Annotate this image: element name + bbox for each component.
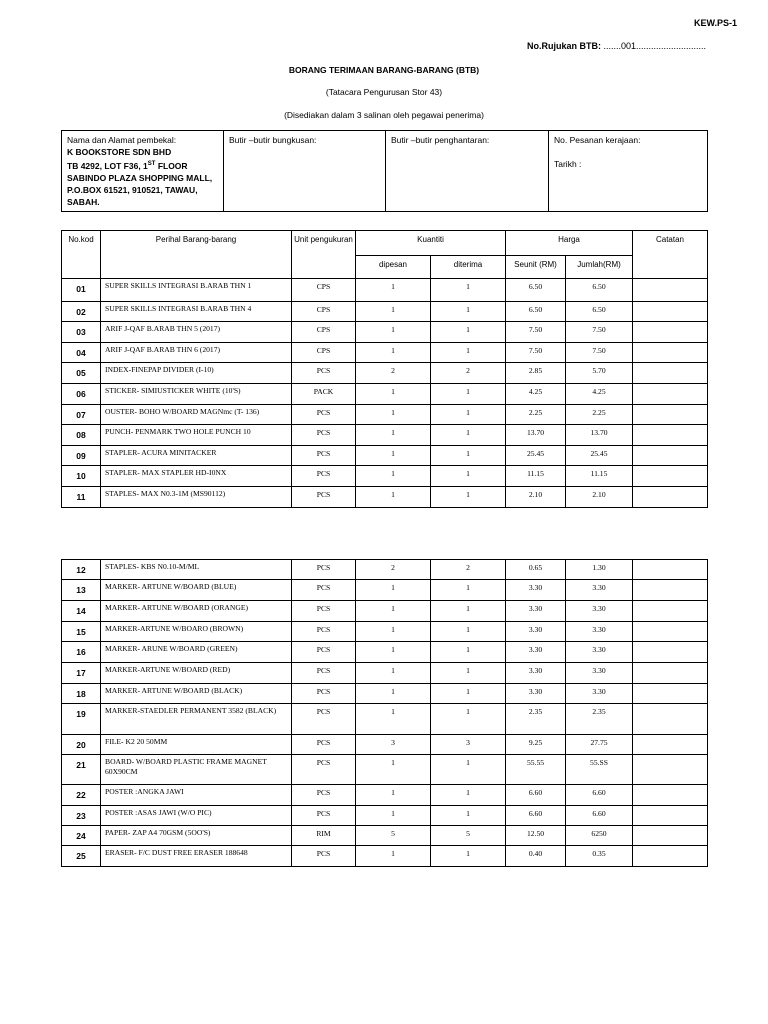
- item-qty-ordered: 1: [356, 785, 431, 806]
- supplier-line-superscript: ST: [147, 161, 156, 167]
- supplier-line: K BOOKSTORE SDN BHD: [67, 147, 172, 157]
- item-unit-price: 55.55: [506, 755, 566, 785]
- item-unit-price: 2.25: [506, 405, 566, 425]
- item-description: PUNCH- PENMARK TWO HOLE PUNCH 10: [101, 425, 292, 446]
- item-total: 2.25: [566, 405, 633, 425]
- item-remarks: [633, 487, 708, 508]
- item-total: 0.35: [566, 846, 633, 867]
- table-row: [62, 684, 708, 704]
- item-code: 04: [62, 343, 101, 363]
- item-total: 7.50: [566, 322, 633, 343]
- item-remarks: [633, 684, 708, 704]
- item-code: 01: [62, 279, 101, 302]
- item-remarks: [633, 322, 708, 343]
- table-row: [62, 735, 708, 755]
- header-kod: No.kod: [62, 231, 101, 279]
- item-description: ARIF J-QAF B.ARAB THN 5 (2017): [101, 322, 292, 343]
- item-unit-price: 0.40: [506, 846, 566, 867]
- item-qty-ordered: 2: [356, 363, 431, 384]
- item-description: MARKER-ARTUNE W/BOARD (RED): [101, 663, 292, 684]
- item-code: 25: [62, 846, 101, 867]
- item-unit-price: 25.45: [506, 446, 566, 466]
- item-remarks: [633, 405, 708, 425]
- item-remarks: [633, 302, 708, 322]
- item-unit-price: 12.50: [506, 826, 566, 846]
- item-description: STAPLER- ACURA MINITACKER: [101, 446, 292, 466]
- item-code: 13: [62, 580, 101, 601]
- table-row: [62, 487, 708, 508]
- item-qty-ordered: 1: [356, 322, 431, 343]
- items-table-2: [61, 559, 708, 867]
- item-total: 6.50: [566, 279, 633, 302]
- table-row: [62, 302, 708, 322]
- item-qty-received: 1: [431, 487, 506, 508]
- item-description: MARKER- ARTUNE W/BOARD (BLUE): [101, 580, 292, 601]
- package-details-cell: [224, 131, 386, 212]
- item-qty-ordered: 1: [356, 302, 431, 322]
- item-qty-ordered: 1: [356, 663, 431, 684]
- table-row: [62, 785, 708, 806]
- item-unit-price: 2.10: [506, 487, 566, 508]
- table-row: [62, 446, 708, 466]
- supplier-line: SABAH.: [67, 196, 100, 207]
- item-code: 09: [62, 446, 101, 466]
- item-description: MARKER- ARTUNE W/BOARD (BLACK): [101, 684, 292, 704]
- item-unit-price: 3.30: [506, 684, 566, 704]
- item-unit: PCS: [292, 684, 356, 704]
- table-row: [62, 846, 708, 867]
- item-qty-received: 1: [431, 343, 506, 363]
- item-total: 13.70: [566, 425, 633, 446]
- item-unit-price: 3.30: [506, 622, 566, 642]
- item-remarks: [633, 343, 708, 363]
- item-qty-ordered: 1: [356, 704, 431, 735]
- item-unit: PCS: [292, 806, 356, 826]
- item-total: 11.15: [566, 466, 633, 487]
- supplier-cell: [62, 131, 224, 212]
- item-total: 3.30: [566, 642, 633, 663]
- item-qty-received: 1: [431, 755, 506, 785]
- item-qty-received: 1: [431, 405, 506, 425]
- table-row: [62, 826, 708, 846]
- form-note: (Disediakan dalam 3 salinan oleh pegawai penerima): [284, 110, 484, 120]
- item-remarks: [633, 580, 708, 601]
- item-unit: PCS: [292, 466, 356, 487]
- item-code: 12: [62, 560, 101, 580]
- item-unit: PCS: [292, 601, 356, 622]
- item-code: 10: [62, 466, 101, 487]
- item-remarks: [633, 846, 708, 867]
- item-qty-ordered: 1: [356, 806, 431, 826]
- item-unit-price: 3.30: [506, 663, 566, 684]
- item-qty-received: 1: [431, 846, 506, 867]
- table-row: [62, 425, 708, 446]
- item-unit-price: 6.60: [506, 785, 566, 806]
- item-qty-received: 1: [431, 684, 506, 704]
- item-unit-price: 7.50: [506, 322, 566, 343]
- item-qty-received: 1: [431, 446, 506, 466]
- item-qty-ordered: 1: [356, 384, 431, 405]
- table-row: [62, 384, 708, 405]
- item-unit-price: 3.30: [506, 580, 566, 601]
- item-qty-ordered: 1: [356, 684, 431, 704]
- item-description: PAPER- ZAP A4 70GSM (5OO'S): [101, 826, 292, 846]
- item-description: STAPLES- KBS N0.10-M/ML: [101, 560, 292, 580]
- item-qty-received: 1: [431, 704, 506, 735]
- item-code: 05: [62, 363, 101, 384]
- item-code: 16: [62, 642, 101, 663]
- item-qty-received: 1: [431, 622, 506, 642]
- item-remarks: [633, 826, 708, 846]
- item-unit: CPS: [292, 322, 356, 343]
- item-qty-ordered: 1: [356, 487, 431, 508]
- item-description: ARIF J-QAF B.ARAB THN 6 (2017): [101, 343, 292, 363]
- item-total: 7.50: [566, 343, 633, 363]
- supplier-line: [67, 158, 218, 172]
- table-row: [62, 622, 708, 642]
- item-unit: PCS: [292, 446, 356, 466]
- item-unit-price: 3.30: [506, 601, 566, 622]
- item-remarks: [633, 466, 708, 487]
- item-qty-received: 1: [431, 425, 506, 446]
- item-code: 03: [62, 322, 101, 343]
- item-qty-received: 1: [431, 806, 506, 826]
- item-total: 55.SS: [566, 755, 633, 785]
- item-remarks: [633, 663, 708, 684]
- date-label: Tarikh :: [554, 159, 582, 169]
- item-code: 19: [62, 704, 101, 735]
- item-unit-price: 2.35: [506, 704, 566, 735]
- reference-value: .......001............................: [603, 41, 707, 51]
- item-unit-price: 7.50: [506, 343, 566, 363]
- item-unit-price: 6.60: [506, 806, 566, 826]
- item-qty-received: 1: [431, 642, 506, 663]
- item-total: 3.30: [566, 580, 633, 601]
- item-description: MARKER- ARTUNE W/BOARD (ORANGE): [101, 601, 292, 622]
- item-code: 22: [62, 785, 101, 806]
- item-unit-price: 4.25: [506, 384, 566, 405]
- table-row: [62, 466, 708, 487]
- table-row: [62, 343, 708, 363]
- item-unit: CPS: [292, 343, 356, 363]
- table-row: [62, 363, 708, 384]
- item-description: ERASER- F/C DUST FREE ERASER 188648: [101, 846, 292, 867]
- item-remarks: [633, 755, 708, 785]
- supplier-line: P.O.BOX 61521, 910521, TAWAU,: [67, 184, 198, 195]
- item-unit: PCS: [292, 735, 356, 755]
- header-seunit: Seunit (RM): [506, 256, 566, 279]
- item-unit: PCS: [292, 363, 356, 384]
- order-number-label: No. Pesanan kerajaan:: [554, 135, 641, 145]
- item-unit-price: 0.65: [506, 560, 566, 580]
- item-qty-received: 1: [431, 785, 506, 806]
- item-unit: PCS: [292, 663, 356, 684]
- item-code: 02: [62, 302, 101, 322]
- item-unit-price: 9.25: [506, 735, 566, 755]
- item-total: 25.45: [566, 446, 633, 466]
- item-qty-ordered: 5: [356, 826, 431, 846]
- item-unit: PCS: [292, 560, 356, 580]
- item-remarks: [633, 384, 708, 405]
- item-remarks: [633, 735, 708, 755]
- item-qty-received: 1: [431, 322, 506, 343]
- item-unit: PCS: [292, 755, 356, 785]
- item-description: MARKER-ARTUNE W/BOARO (BROWN): [101, 622, 292, 642]
- item-total: 6.60: [566, 785, 633, 806]
- item-code: 06: [62, 384, 101, 405]
- item-description: FILE- K2 20 50MM: [101, 735, 292, 755]
- item-unit-price: 3.30: [506, 642, 566, 663]
- item-description: SUPER SKILLS INTEGRASI B.ARAB THN 1: [101, 279, 292, 302]
- item-code: 08: [62, 425, 101, 446]
- items-body-1: [62, 279, 708, 508]
- item-description: OUSTER- BOHO W/BOARD MAGNmc (T- 136): [101, 405, 292, 425]
- item-unit: PCS: [292, 846, 356, 867]
- item-description: POSTER :ASAS JAWI (W/O PIC): [101, 806, 292, 826]
- item-total: 2.10: [566, 487, 633, 508]
- table-row: [62, 806, 708, 826]
- item-remarks: [633, 601, 708, 622]
- package-details-label: Butir –butir bungkusan:: [229, 135, 317, 145]
- supplier-box: [61, 130, 708, 212]
- item-total: 6250: [566, 826, 633, 846]
- table-row: [62, 601, 708, 622]
- item-code: 18: [62, 684, 101, 704]
- items-body-2: [62, 560, 708, 867]
- item-qty-received: 1: [431, 302, 506, 322]
- supplier-name-label: Nama dan Alamat pembekal:: [67, 135, 177, 145]
- delivery-details-cell: [386, 131, 549, 212]
- item-total: 27.75: [566, 735, 633, 755]
- form-code: KEW.PS-1: [694, 18, 738, 28]
- item-unit: CPS: [292, 302, 356, 322]
- item-description: STICKER- SIMIUSTICKER WHITE (10'S): [101, 384, 292, 405]
- item-description: MARKER- ARUNE W/BOARD (GREEN): [101, 642, 292, 663]
- item-qty-received: 1: [431, 384, 506, 405]
- item-qty-ordered: 1: [356, 405, 431, 425]
- form-title: BORANG TERIMAAN BARANG-BARANG (BTB): [288, 65, 480, 75]
- item-unit: PCS: [292, 622, 356, 642]
- item-total: 1.30: [566, 560, 633, 580]
- item-code: 17: [62, 663, 101, 684]
- item-description: STAPLER- MAX STAPLER HD-I0NX: [101, 466, 292, 487]
- item-description: POSTER :ANGKA JAWI: [101, 785, 292, 806]
- item-qty-received: 1: [431, 466, 506, 487]
- supplier-line-tail: FLOOR: [155, 160, 188, 171]
- item-qty-ordered: 1: [356, 622, 431, 642]
- item-unit: PCS: [292, 785, 356, 806]
- item-unit-price: 6.50: [506, 302, 566, 322]
- item-qty-ordered: 1: [356, 343, 431, 363]
- item-remarks: [633, 363, 708, 384]
- item-unit: PACK: [292, 384, 356, 405]
- item-qty-ordered: 1: [356, 846, 431, 867]
- header-kuantiti: Kuantiti: [356, 231, 506, 256]
- order-cell: [549, 131, 708, 212]
- item-unit: PCS: [292, 405, 356, 425]
- delivery-details-label: Butir –butir penghantaran:: [391, 135, 490, 145]
- table-row: [62, 642, 708, 663]
- table-row: [62, 580, 708, 601]
- item-total: 6.60: [566, 806, 633, 826]
- item-code: 07: [62, 405, 101, 425]
- item-qty-ordered: 1: [356, 279, 431, 302]
- item-qty-received: 2: [431, 560, 506, 580]
- item-qty-ordered: 1: [356, 580, 431, 601]
- item-qty-received: 1: [431, 601, 506, 622]
- header-catatan: Catatan: [633, 231, 708, 279]
- form-subtitle: (Tatacara Pengurusan Stor 43): [325, 87, 443, 97]
- item-total: 2.35: [566, 704, 633, 735]
- item-code: 15: [62, 622, 101, 642]
- item-total: 4.25: [566, 384, 633, 405]
- item-unit: PCS: [292, 580, 356, 601]
- header-unit: Unit pengukuran: [292, 231, 356, 279]
- header-jumlah: Jumlah(RM): [566, 256, 633, 279]
- item-unit: RIM: [292, 826, 356, 846]
- table-row: [62, 560, 708, 580]
- item-unit-price: 13.70: [506, 425, 566, 446]
- item-unit-price: 2.85: [506, 363, 566, 384]
- item-code: 23: [62, 806, 101, 826]
- item-remarks: [633, 806, 708, 826]
- item-unit: CPS: [292, 279, 356, 302]
- item-code: 20: [62, 735, 101, 755]
- item-code: 21: [62, 755, 101, 785]
- item-description: MARKER-STAEDLER PERMANENT 3582 (BLACK): [101, 704, 292, 735]
- items-table-1: [61, 230, 708, 508]
- item-unit: PCS: [292, 487, 356, 508]
- header-diterima: diterima: [431, 256, 506, 279]
- item-code: 24: [62, 826, 101, 846]
- table-row: [62, 405, 708, 425]
- item-qty-ordered: 3: [356, 735, 431, 755]
- item-description: INDEX-FINEPAP DIVIDER (I-10): [101, 363, 292, 384]
- supplier-line: SABINDO PLAZA SHOPPING MALL,: [67, 172, 213, 183]
- reference-number: [527, 41, 706, 51]
- item-total: 3.30: [566, 622, 633, 642]
- item-description: SUPER SKILLS INTEGRASI B.ARAB THN 4: [101, 302, 292, 322]
- item-remarks: [633, 785, 708, 806]
- header-dipesan: dipesan: [356, 256, 431, 279]
- supplier-address: [67, 146, 218, 208]
- item-qty-received: 1: [431, 580, 506, 601]
- item-qty-received: 2: [431, 363, 506, 384]
- item-qty-ordered: 1: [356, 446, 431, 466]
- item-qty-received: 3: [431, 735, 506, 755]
- item-remarks: [633, 446, 708, 466]
- item-total: 3.30: [566, 684, 633, 704]
- item-unit: PCS: [292, 704, 356, 735]
- item-code: 14: [62, 601, 101, 622]
- table-row: [62, 704, 708, 735]
- item-description: STAPLES- MAX N0.3-1M (MS90112): [101, 487, 292, 508]
- item-qty-received: 5: [431, 826, 506, 846]
- item-unit: PCS: [292, 425, 356, 446]
- table-row: [62, 663, 708, 684]
- header-perihal: Perihal Barang-barang: [101, 231, 292, 279]
- item-qty-received: 1: [431, 663, 506, 684]
- item-remarks: [633, 560, 708, 580]
- item-total: 3.30: [566, 601, 633, 622]
- item-qty-ordered: 1: [356, 466, 431, 487]
- table-row: [62, 279, 708, 302]
- item-remarks: [633, 425, 708, 446]
- item-remarks: [633, 622, 708, 642]
- header-harga: Harga: [506, 231, 633, 256]
- supplier-line-text: TB 4292, LOT F36, 1: [67, 160, 148, 171]
- item-total: 6.50: [566, 302, 633, 322]
- item-qty-ordered: 2: [356, 560, 431, 580]
- item-remarks: [633, 642, 708, 663]
- item-unit-price: 11.15: [506, 466, 566, 487]
- table-row: [62, 755, 708, 785]
- item-code: 11: [62, 487, 101, 508]
- item-remarks: [633, 279, 708, 302]
- item-total: 3.30: [566, 663, 633, 684]
- item-qty-ordered: 1: [356, 601, 431, 622]
- item-unit: PCS: [292, 642, 356, 663]
- item-total: 5.70: [566, 363, 633, 384]
- item-unit-price: 6.50: [506, 279, 566, 302]
- item-qty-ordered: 1: [356, 755, 431, 785]
- item-qty-ordered: 1: [356, 425, 431, 446]
- item-remarks: [633, 704, 708, 735]
- item-qty-ordered: 1: [356, 642, 431, 663]
- table-row: [62, 322, 708, 343]
- item-description: BOARD- W/BOARD PLASTIC FRAME MAGNET 60X90CM: [101, 755, 292, 785]
- item-qty-received: 1: [431, 279, 506, 302]
- reference-label: No.Rujukan BTB:: [527, 41, 601, 51]
